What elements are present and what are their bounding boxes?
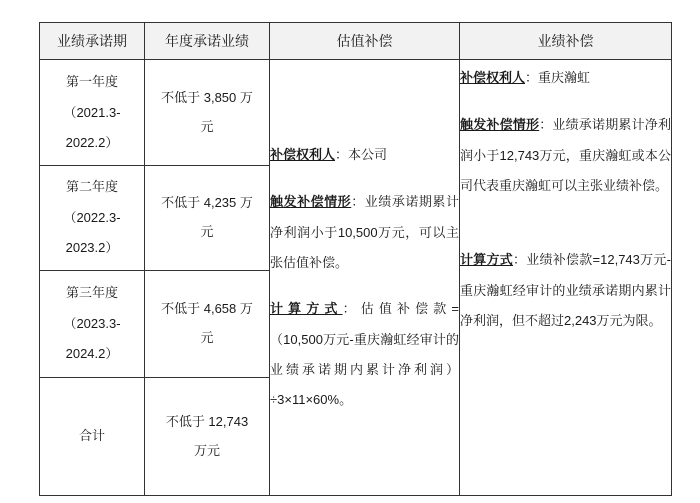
- header-annual-commitment: 年度承诺业绩: [145, 23, 270, 60]
- performance-calc-text: ：业绩补偿款=12,743万元-重庆瀚虹经审计的业绩承诺期内累计净利润，但不超过2,243万元为限。: [460, 252, 671, 329]
- period-cell: [40, 271, 145, 378]
- performance-holder-value: ：重庆瀚虹: [525, 71, 591, 87]
- total-amount-unit: 万元: [193, 443, 220, 459]
- performance-holder-label: 补偿权利人: [460, 71, 526, 87]
- period-cell: [40, 60, 145, 165]
- period-range-start: （2023.3-: [63, 316, 121, 332]
- table-row: [40, 60, 672, 165]
- amount-cell: [145, 165, 270, 270]
- amount-unit: 元: [200, 119, 214, 135]
- amount-cell: [145, 60, 270, 165]
- compensation-table: [39, 22, 672, 496]
- period-cell: [40, 165, 145, 270]
- performance-calc-label: 计算方式: [460, 253, 514, 269]
- performance-compensation-cell: [460, 60, 672, 496]
- period-name: 第二年度: [65, 179, 118, 195]
- valuation-trigger: [270, 187, 459, 278]
- period-range-end: 2022.2）: [65, 134, 119, 150]
- period-range-start: （2021.3-: [63, 104, 121, 120]
- performance-calc: [460, 245, 671, 336]
- period-range-end: 2023.2）: [65, 239, 119, 255]
- period-name: 第三年度: [65, 286, 118, 302]
- valuation-calc-text: ：估值补偿款=（10,500万元-重庆瀚虹经审计的业绩承诺期内累计净利润）÷3×11×60%。: [270, 300, 459, 407]
- valuation-holder-value: ：本公司: [335, 147, 388, 163]
- valuation-compensation-cell: [270, 60, 460, 496]
- header-row: [40, 23, 672, 60]
- header-period: 业绩承诺期: [40, 23, 145, 60]
- amount-line: 不低于 3,850 万: [161, 89, 253, 105]
- total-amount-line: 不低于 12,743: [165, 413, 249, 429]
- amount-cell: [145, 271, 270, 378]
- header-performance-compensation: 业绩补偿: [460, 23, 672, 60]
- valuation-trigger-text: ：业绩承诺期累计净利润小于10,500万元，可以主张估值补偿。: [270, 193, 459, 270]
- amount-unit: 元: [200, 224, 214, 240]
- total-label: 合计: [40, 378, 145, 496]
- period-range-start: （2022.3-: [63, 209, 121, 225]
- period-range-end: 2024.2）: [65, 346, 119, 362]
- total-amount-cell: [145, 378, 270, 496]
- valuation-holder-label: 补偿权利人: [270, 147, 336, 163]
- period-name: 第一年度: [65, 74, 118, 90]
- valuation-calc-label: 计算方式: [270, 301, 343, 317]
- valuation-holder: [270, 141, 459, 171]
- valuation-calc: [270, 294, 459, 415]
- amount-line: 不低于 4,235 万: [161, 194, 253, 210]
- performance-trigger: [460, 110, 671, 201]
- performance-holder: [460, 64, 671, 94]
- header-valuation-compensation: 估值补偿: [270, 23, 460, 60]
- amount-line: 不低于 4,658 万: [161, 301, 253, 317]
- performance-trigger-text: ：业绩承诺期累计净利润小于12,743万元，重庆瀚虹或本公司代表重庆瀚虹可以主张业绩补偿。: [460, 117, 671, 194]
- amount-unit: 元: [200, 331, 214, 347]
- performance-trigger-label: 触发补偿情形: [460, 118, 540, 134]
- valuation-trigger-label: 触发补偿情形: [270, 194, 352, 210]
